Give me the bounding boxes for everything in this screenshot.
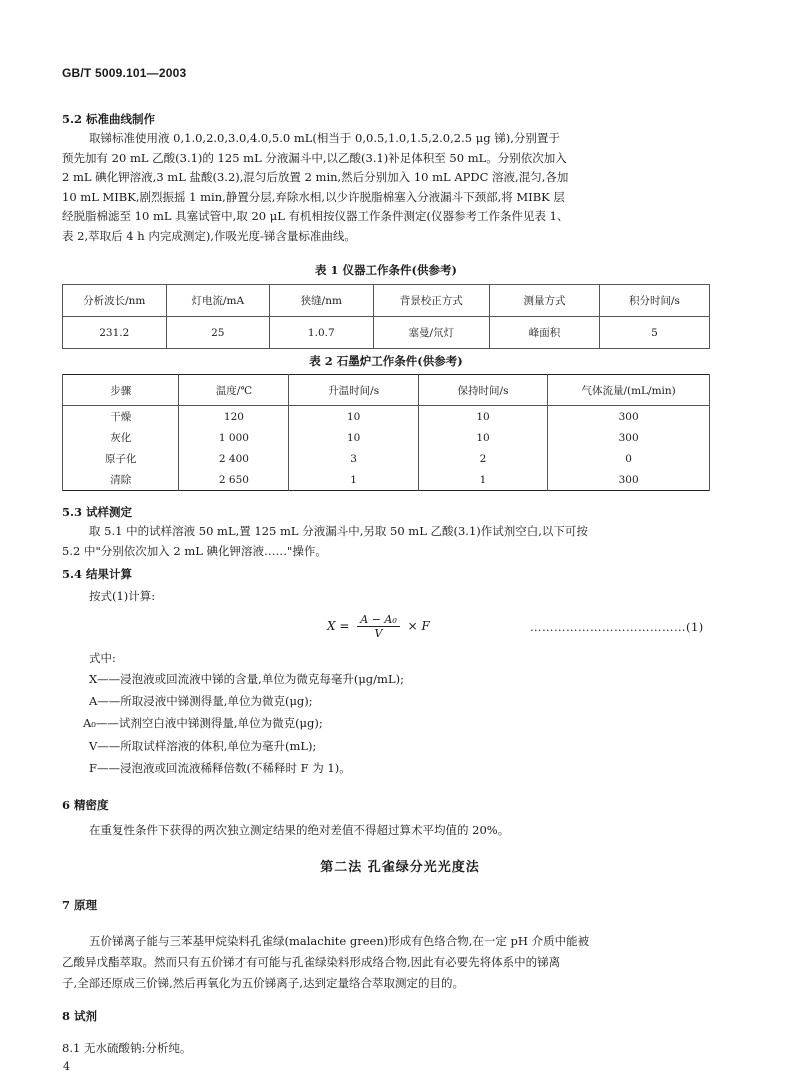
- table-row: [63, 469, 710, 491]
- table-header-row: [63, 375, 710, 406]
- method-2-title: 第二法 孔雀绿分光光度法: [320, 860, 480, 875]
- table-cell: 1 000: [179, 427, 289, 448]
- text-line: 经脱脂棉滤至 10 mL 具塞试管中,取 20 μL 有机相按仪器工作条件测定(仪器参考工作条件见表 1、: [62, 209, 569, 224]
- definition-item: V——所取试样溶液的体积,单位为毫升(mL);: [89, 739, 317, 753]
- page-number: 4: [63, 1060, 70, 1073]
- formula-numerator: A − A₀: [357, 613, 400, 627]
- table-2-caption: 表 2 石墨炉工作条件(供参考): [309, 354, 463, 368]
- table-header-row: [63, 285, 710, 317]
- definition-item: F——浸泡液或回流液稀释倍数(不稀释时 F 为 1)。: [89, 761, 351, 775]
- table-header-cell: 升温时间/s: [289, 375, 418, 406]
- table-cell: 2 400: [179, 448, 289, 469]
- text-line: 预先加有 20 mL 乙酸(3.1)的 125 mL 分液漏斗中,以乙酸(3.1)补足体积至 50 mL。分别依次加入: [62, 150, 567, 165]
- text-line: 子,全部还原成三价锑,然后再氧化为五价锑离子,达到定量络合萃取测定的目的。: [62, 976, 464, 990]
- formula: [327, 613, 430, 640]
- table-cell: 10: [289, 427, 418, 448]
- section-7-heading: 7 原理: [62, 898, 98, 912]
- table-cell: 灰化: [63, 427, 179, 448]
- table-1-caption: 表 1 仪器工作条件(供参考): [315, 263, 457, 277]
- table-cell: 1.0.7: [270, 317, 374, 349]
- instrument-conditions-table: [62, 284, 710, 349]
- definition-item: A——所取浸液中锑测得量,单位为微克(μg);: [89, 694, 313, 708]
- table-cell: 10: [418, 427, 547, 448]
- where-label: 式中:: [89, 651, 116, 665]
- definition-item: A₀——试剂空白液中锑测得量,单位为微克(μg);: [83, 716, 323, 730]
- section-7-body: [62, 931, 713, 994]
- equation-number: …………………………………(1): [530, 620, 704, 634]
- standard-number: GB/T 5009.101—2003: [62, 66, 187, 80]
- table-header-cell: 背景校正方式: [373, 285, 489, 317]
- table-cell: 300: [548, 406, 710, 428]
- table-cell: 2: [418, 448, 547, 469]
- table-cell: 120: [179, 406, 289, 428]
- formula-lhs: X =: [327, 619, 350, 633]
- table-header-cell: 步骤: [63, 375, 179, 406]
- section-5-4-heading: 5.4 结果计算: [62, 567, 133, 581]
- formula-rhs: × F: [407, 619, 430, 633]
- table-cell: 清除: [63, 469, 179, 491]
- text-line: 2 mL 碘化钾溶液,3 mL 盐酸(3.2),混匀后放置 2 min,然后分别加入 10 mL APDC 溶液,混匀,各加: [62, 170, 569, 185]
- table-cell: 10: [418, 406, 547, 428]
- text-line: 表 2,萃取后 4 h 内完成测定),作吸光度-锑含量标准曲线。: [62, 228, 356, 243]
- table-header-cell: 分析波长/nm: [63, 285, 167, 317]
- section-5-3-heading: 5.3 试样测定: [62, 505, 133, 519]
- table-cell: 干燥: [63, 406, 179, 428]
- text-line: 乙酸异戊酯萃取。然而只有五价锑才有可能与孔雀绿染料形成络合物,因此有必要先将体系中的锑离: [62, 955, 561, 969]
- table-cell: 0: [548, 448, 710, 469]
- table-cell: 5: [599, 317, 709, 349]
- section-6-body: 在重复性条件下获得的两次独立测定结果的绝对差值不得超过算术平均值的 20%。: [89, 823, 510, 837]
- table-header-cell: 温度/℃: [179, 375, 289, 406]
- table-cell: 10: [289, 406, 418, 428]
- table-cell: 原子化: [63, 448, 179, 469]
- text-line: 5.2 中"分别依次加入 2 mL 碘化钾溶液……"操作。: [62, 543, 327, 558]
- table-cell: 1: [289, 469, 418, 491]
- table-header-cell: 保持时间/s: [418, 375, 547, 406]
- furnace-conditions-table: [62, 374, 710, 491]
- table-cell: 塞曼/氘灯: [373, 317, 489, 349]
- table-row: [63, 406, 710, 428]
- section-8-heading: 8 试剂: [62, 1009, 98, 1023]
- table-header-cell: 气体流量/(mL/min): [548, 375, 710, 406]
- table-row: [63, 427, 710, 448]
- table-header-cell: 测量方式: [490, 285, 600, 317]
- table-header-cell: 狭缝/nm: [270, 285, 374, 317]
- table-cell: 300: [548, 469, 710, 491]
- section-5-2-body: [62, 129, 713, 247]
- table-cell: 25: [166, 317, 270, 349]
- table-row: [63, 448, 710, 469]
- text-line: 10 mL MIBK,剧烈振摇 1 min,静置分层,弃除水相,以少许脱脂棉塞入分液漏斗下颈部,将 MIBK 层: [62, 189, 565, 204]
- table-cell: 1: [418, 469, 547, 491]
- table-cell: 300: [548, 427, 710, 448]
- table-header-cell: 灯电流/mA: [166, 285, 270, 317]
- table-row: [63, 317, 710, 349]
- definition-item: X——浸泡液或回流液中锑的含量,单位为微克每毫升(μg/mL);: [89, 672, 404, 686]
- table-header-cell: 积分时间/s: [599, 285, 709, 317]
- table-cell: 3: [289, 448, 418, 469]
- table-cell: 2 650: [179, 469, 289, 491]
- text-line: 五价锑离子能与三苯基甲烷染料孔雀绿(malachite green)形成有色络合物,在一定 pH 介质中能被: [89, 934, 590, 948]
- table-cell: 峰面积: [490, 317, 600, 349]
- section-6-heading: 6 精密度: [62, 798, 109, 812]
- table-cell: 231.2: [63, 317, 167, 349]
- section-8-1: 8.1 无水硫酸钠:分析纯。: [62, 1041, 192, 1055]
- section-5-2-heading: 5.2 标准曲线制作: [62, 112, 156, 126]
- text-line: 取 5.1 中的试样溶液 50 mL,置 125 mL 分液漏斗中,另取 50 mL 乙酸(3.1)作试剂空白,以下可按: [89, 524, 588, 538]
- formula-intro: 按式(1)计算:: [89, 589, 156, 603]
- section-5-3-body: [62, 522, 713, 561]
- formula-denominator: V: [374, 627, 383, 640]
- formula-fraction: [357, 613, 400, 640]
- text-line: 取锑标准使用液 0,1.0,2.0,3.0,4.0,5.0 mL(相当于 0,0.5,1.0,1.5,2.0,2.5 μg 锑),分别置于: [89, 131, 560, 145]
